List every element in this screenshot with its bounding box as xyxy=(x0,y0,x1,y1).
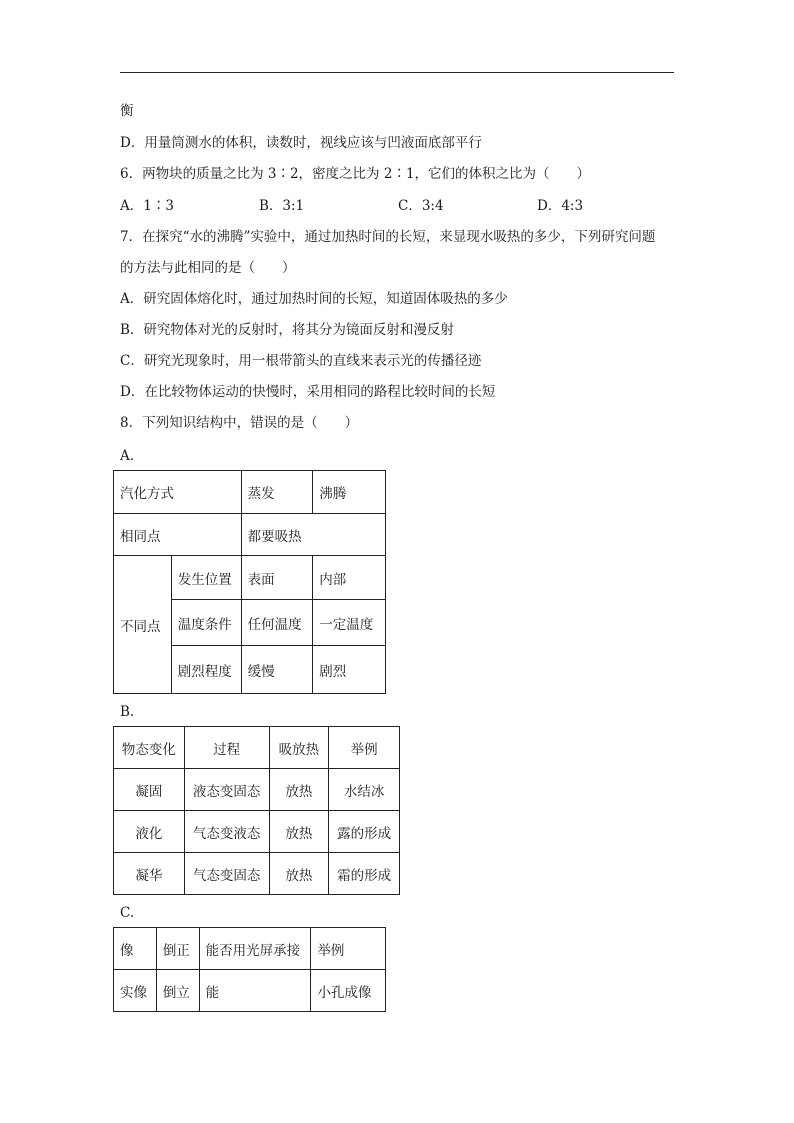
table-row xyxy=(114,928,386,970)
q6-option-d: D．4:3 xyxy=(537,198,584,214)
table-cell: 气态变液态 xyxy=(184,811,269,853)
table-b xyxy=(113,726,400,895)
text-line: D．用量筒测水的体积，读数时，视线应该与凹液面底部平行 xyxy=(120,135,482,151)
table-row xyxy=(114,556,386,600)
q6-option-c: C．3:4 xyxy=(398,198,444,214)
table-row xyxy=(114,970,386,1012)
header-rule xyxy=(120,72,674,73)
table-header-cell: 倒正 xyxy=(156,928,199,970)
table-cell: 剧烈 xyxy=(313,646,386,694)
table-cell: 放热 xyxy=(269,769,329,811)
table-cell: 露的形成 xyxy=(329,811,400,853)
table-cell: 霜的形成 xyxy=(329,853,400,895)
table-cell: 放热 xyxy=(269,853,329,895)
text-line: 的方法与此相同的是（ ） xyxy=(120,260,296,276)
option-a-label: A. xyxy=(120,448,135,464)
table-cell: 汽化方式 xyxy=(114,471,242,514)
table-row xyxy=(114,769,400,811)
table-a xyxy=(113,470,386,694)
table-header-cell: 吸放热 xyxy=(269,727,329,769)
table-cell: 液化 xyxy=(114,811,185,853)
table-row xyxy=(114,853,400,895)
table-cell: 实像 xyxy=(114,970,157,1012)
table-cell: 液态变固态 xyxy=(184,769,269,811)
q7-option-c: C．研究光现象时，用一根带箭头的直线来表示光的传播径迹 xyxy=(120,353,482,369)
question-8: 8．下列知识结构中，错误的是（ ） xyxy=(120,415,359,431)
table-cell: 任何温度 xyxy=(241,600,313,646)
table-cell: 小孔成像 xyxy=(311,970,386,1012)
table-cell: 都要吸热 xyxy=(241,514,385,556)
q6-option-b: B．3:1 xyxy=(259,198,305,214)
table-cell: 凝固 xyxy=(114,769,185,811)
table-header-cell: 物态变化 xyxy=(114,727,185,769)
table-header-cell: 像 xyxy=(114,928,157,970)
table-header-cell: 举例 xyxy=(329,727,400,769)
option-c-label: C. xyxy=(120,905,135,921)
table-cell: 剧烈程度 xyxy=(171,646,241,694)
table-cell: 相同点 xyxy=(114,514,242,556)
text-line: 衡 xyxy=(120,103,134,119)
table-row xyxy=(114,471,386,514)
table-cell: 沸腾 xyxy=(313,471,386,514)
table-cell: 不同点 xyxy=(114,556,172,694)
table-cell: 蒸发 xyxy=(241,471,313,514)
table-cell: 一定温度 xyxy=(313,600,386,646)
table-cell: 内部 xyxy=(313,556,386,600)
table-header-cell: 过程 xyxy=(184,727,269,769)
question-6: 6．两物块的质量之比为 3∶2，密度之比为 2∶1，它们的体积之比为（ ） xyxy=(120,166,591,182)
table-cell: 放热 xyxy=(269,811,329,853)
table-header-cell: 能否用光屏承接 xyxy=(199,928,311,970)
q7-option-a: A．研究固体熔化时，通过加热时间的长短，知道固体吸热的多少 xyxy=(120,291,508,307)
table-cell: 缓慢 xyxy=(241,646,313,694)
table-header-cell: 举例 xyxy=(311,928,386,970)
table-cell: 倒立 xyxy=(156,970,199,1012)
q7-option-d: D．在比较物体运动的快慢时，采用相同的路程比较时间的长短 xyxy=(120,384,496,400)
table-cell: 发生位置 xyxy=(171,556,241,600)
question-7: 7．在探究“水的沸腾”实验中，通过加热时间的长短，来显现水吸热的多少，下列研究问题 xyxy=(120,229,656,245)
table-cell: 能 xyxy=(199,970,311,1012)
q7-option-b: B．研究物体对光的反射时，将其分为镜面反射和漫反射 xyxy=(120,322,454,338)
table-row xyxy=(114,514,386,556)
table-cell: 气态变固态 xyxy=(184,853,269,895)
table-c xyxy=(113,927,386,1012)
table-cell: 温度条件 xyxy=(171,600,241,646)
table-row xyxy=(114,811,400,853)
option-b-label: B. xyxy=(120,704,135,720)
q6-option-a: A．1∶3 xyxy=(120,198,174,214)
table-cell: 水结冰 xyxy=(329,769,400,811)
table-cell: 表面 xyxy=(241,556,313,600)
table-row xyxy=(114,727,400,769)
table-cell: 凝华 xyxy=(114,853,185,895)
